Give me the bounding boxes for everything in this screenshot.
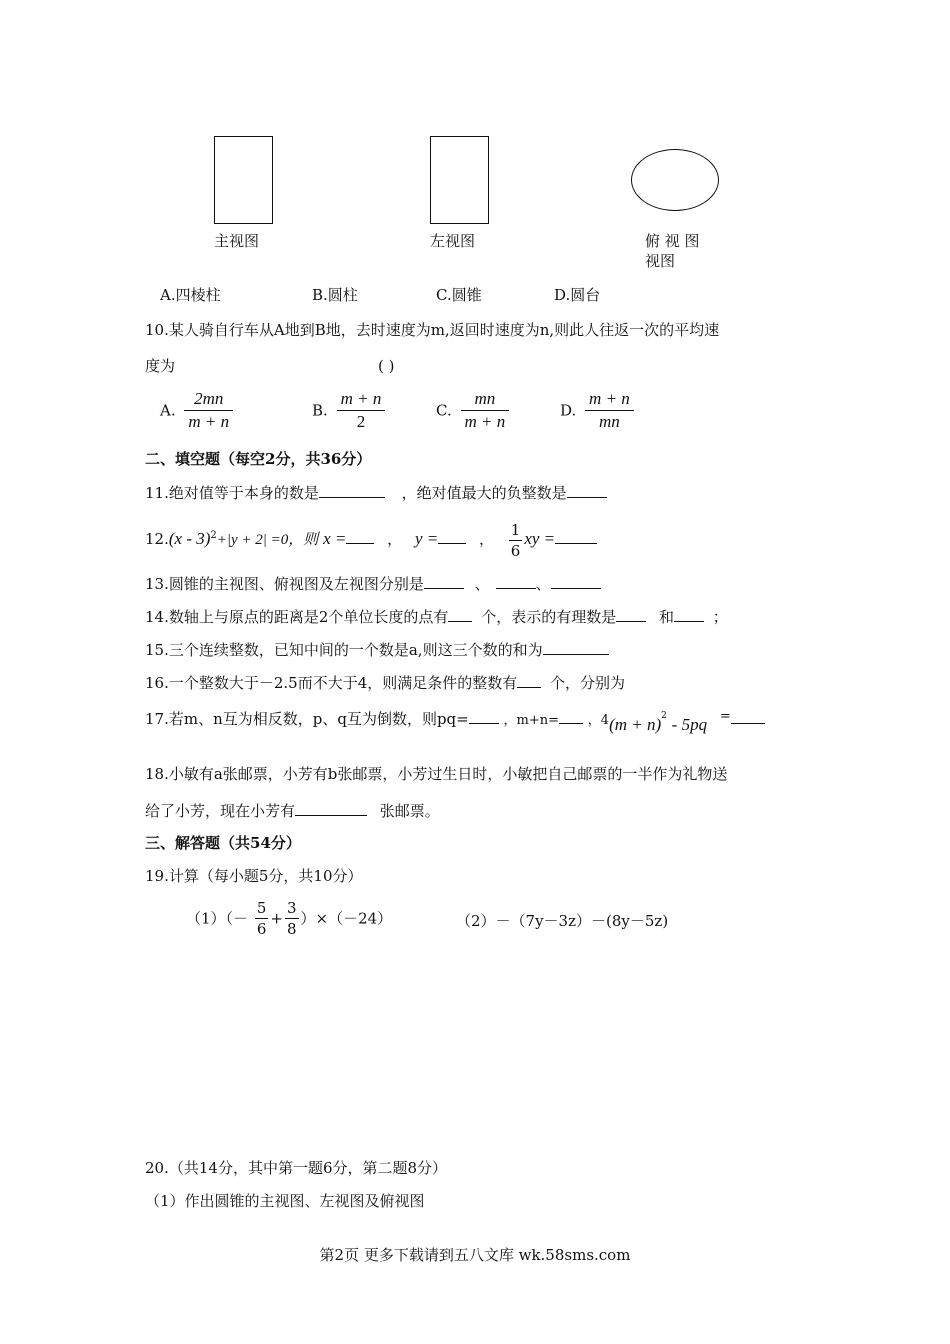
fraction-denominator: mn — [599, 412, 620, 431]
fraction-denominator: 2 — [356, 412, 366, 431]
answer-blank[interactable] — [496, 572, 536, 589]
q10-option-d — [560, 388, 638, 433]
section-2-heading: 二、填空题（每空2分，共36分） — [145, 450, 372, 468]
q12-expr2: +|y + 2| =0，则 — [216, 532, 319, 548]
answer-blank[interactable] — [448, 605, 472, 622]
option-fraction — [337, 388, 386, 433]
q18-line2 — [145, 799, 440, 821]
top-view-label-line2: 视图 — [645, 252, 676, 270]
q14-text-d: ； — [712, 608, 728, 626]
fraction-denominator: m + n — [464, 412, 506, 431]
q9-option-b: B.圆柱 — [312, 286, 358, 304]
q18-line1: 18.小敏有a张邮票，小芳有b张邮票，小芳过生日时，小敏把自己邮票的一半作为礼物送 — [145, 765, 728, 783]
q19-fraction-1 — [255, 898, 269, 939]
q16 — [145, 671, 625, 693]
q10-option-a — [160, 388, 237, 433]
fraction-denominator: 6 — [510, 541, 521, 560]
answer-blank[interactable] — [438, 527, 466, 544]
q12-expr1: (x - 3) — [168, 529, 211, 548]
answer-blank[interactable] — [559, 707, 583, 724]
option-fraction — [585, 388, 634, 433]
fraction-numerator: 3 — [286, 899, 297, 917]
q9-option-a: A.四棱柱 — [160, 286, 221, 304]
answer-blank[interactable] — [295, 799, 367, 816]
q19-plus: + — [270, 909, 283, 928]
q10-line1: 10.某人骑自行车从A地到B地，去时速度为m,返回时速度为n,则此人往返一次的平均速 — [145, 321, 720, 339]
q17-expr: (m + n) — [609, 715, 662, 734]
q12-x: x = — [323, 529, 347, 548]
q19-part1 — [186, 898, 392, 939]
q16-text-a: 16.一个整数大于－2.5而不大于4，则满足条件的整数有 — [145, 674, 518, 692]
q17-tail: - 5pq — [671, 715, 708, 734]
fraction-numerator: 2mn — [184, 388, 233, 411]
q17 — [145, 706, 765, 734]
fraction-denominator: m + n — [188, 412, 230, 431]
option-fraction — [184, 388, 233, 433]
q10-option-c — [436, 388, 513, 433]
top-view-label-line1: 俯 视 图 — [645, 232, 700, 250]
q14 — [145, 605, 728, 627]
q15 — [145, 638, 609, 660]
q13-sep2: 、 — [535, 575, 551, 593]
answer-blank[interactable] — [616, 605, 646, 622]
fraction-denominator: 8 — [286, 920, 297, 938]
option-fraction — [461, 388, 510, 433]
q14-text-a: 14.数轴上与原点的距离是2个单位长度的点有 — [145, 608, 449, 626]
option-label: B. — [312, 401, 328, 420]
option-label: A. — [160, 401, 176, 420]
fraction-denominator: 6 — [256, 920, 267, 938]
answer-blank[interactable] — [319, 481, 385, 498]
q19-part2: （2）－（7y－3z）－(8y－5z) — [456, 912, 669, 930]
q19-p1-label: （1）（－ — [186, 909, 249, 928]
q10-line2: 度为 — [145, 357, 176, 375]
left-view-label: 左视图 — [430, 232, 476, 250]
fraction-numerator: m + n — [585, 388, 634, 411]
q13 — [145, 572, 601, 594]
answer-blank[interactable] — [551, 572, 601, 589]
q19-p1-tail: ）×（－24） — [300, 909, 393, 928]
fraction-numerator: 1 — [510, 520, 521, 539]
q17-text-c: ，4 — [587, 713, 610, 728]
fraction-numerator: 5 — [256, 899, 267, 917]
answer-blank[interactable] — [731, 707, 765, 724]
fraction-numerator: mn — [461, 388, 510, 411]
answer-blank[interactable] — [346, 527, 374, 544]
q17-text-a: 17.若m、n互为相反数，p、q互为倒数，则pq= — [145, 710, 469, 728]
section-3-heading: 三、解答题（共54分） — [145, 834, 301, 852]
q15-text: 15.三个连续整数，已知中间的一个数是a,则这三个数的和为 — [145, 641, 543, 659]
q14-text-b: 个，表示的有理数是 — [481, 608, 617, 626]
q12-exponent: 2 — [210, 530, 217, 541]
q19-fraction-2 — [285, 898, 299, 939]
left-view-rectangle — [430, 136, 489, 224]
q16-text-b: 个，分别为 — [550, 674, 626, 692]
q9-option-c: C.圆锥 — [436, 286, 482, 304]
q12-label: 12. — [145, 530, 169, 548]
q13-text: 13.圆锥的主视图、俯视图及左视图分别是 — [145, 575, 424, 593]
q12-fraction — [509, 520, 523, 561]
q12-sep1: ， — [387, 530, 403, 548]
q19-title: 19.计算（每小题5分，共10分） — [145, 867, 363, 885]
q18-text-b: 张邮票。 — [379, 802, 440, 820]
answer-blank[interactable] — [543, 638, 609, 655]
q11-text-b: ，绝对值最大的负整数是 — [401, 484, 567, 502]
q17-exponent: 2 — [661, 711, 667, 721]
top-view-ellipse — [631, 149, 719, 211]
q11 — [145, 481, 607, 503]
q20-sub1: （1）作出圆锥的主视图、左视图及俯视图 — [145, 1192, 425, 1210]
q13-sep1: 、 — [474, 575, 490, 593]
q12-y: y = — [414, 529, 439, 548]
q20-title: 20.（共14分，其中第一题6分，第二题8分） — [145, 1159, 448, 1177]
q12-xy: xy = — [524, 529, 556, 548]
q17-text-b: ，m+n= — [503, 713, 559, 728]
front-view-rectangle — [214, 136, 273, 224]
page-footer: 第2页 更多下载请到五八文库 wk.58sms.com — [319, 1246, 631, 1264]
q11-text-a: 11.绝对值等于本身的数是 — [145, 484, 319, 502]
answer-blank[interactable] — [674, 605, 704, 622]
answer-blank[interactable] — [567, 481, 607, 498]
answer-blank[interactable] — [517, 671, 541, 688]
q14-text-c: 和 — [658, 608, 674, 626]
q10-answer-paren: ( ) — [378, 357, 395, 375]
q10-option-b — [312, 388, 389, 433]
q12 — [145, 514, 597, 562]
answer-blank[interactable] — [424, 572, 464, 589]
q18-text-a: 给了小芳，现在小芳有 — [145, 802, 296, 820]
q17-eq: = — [719, 709, 731, 724]
option-label: C. — [436, 401, 452, 420]
answer-blank[interactable] — [555, 527, 597, 544]
answer-blank[interactable] — [469, 707, 499, 724]
q12-sep2: ， — [479, 530, 495, 548]
option-label: D. — [560, 401, 577, 420]
front-view-label: 主视图 — [214, 232, 260, 250]
fraction-numerator: m + n — [337, 388, 386, 411]
q9-option-d: D.圆台 — [554, 286, 601, 304]
